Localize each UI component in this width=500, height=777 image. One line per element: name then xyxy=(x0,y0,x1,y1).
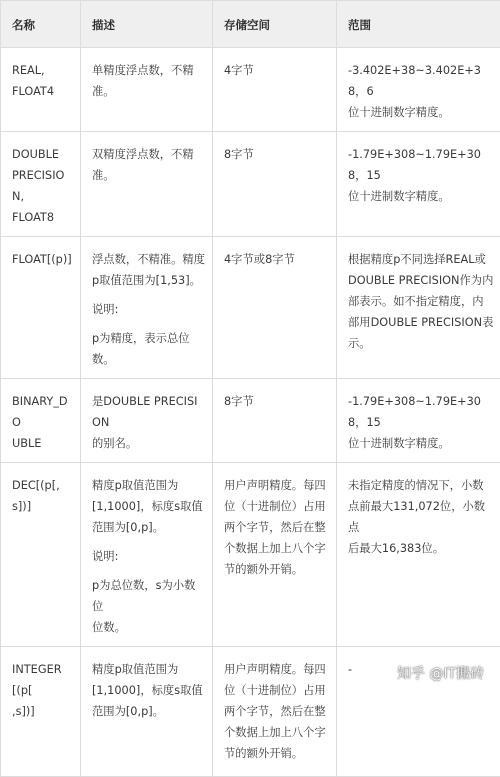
cell-text-line: 未指定精度的情况下，小数 xyxy=(348,475,494,496)
cell-text-line: -1.79E+308~1.79E+308，15 xyxy=(348,391,494,433)
cell-name xyxy=(1,237,81,379)
cell-range xyxy=(337,379,500,463)
table-header-row xyxy=(1,1,500,48)
cell-text-line: 位（十进制位）占用 xyxy=(224,680,330,701)
cell-range xyxy=(337,463,500,647)
cell-text-line: 范围为[0,p]。 xyxy=(92,517,206,538)
cell-storage xyxy=(213,48,337,132)
cell-text-line: 两个字节，然后在整 xyxy=(224,701,330,722)
cell-text-line: 范围为[0,p]。 xyxy=(92,701,206,722)
cell-range xyxy=(337,48,500,132)
cell-text-line: p为总位数，s为小数位 xyxy=(92,575,206,617)
cell-text-line: p为精度，表示总位 xyxy=(92,328,206,349)
cell-text-line: 的别名。 xyxy=(92,433,206,454)
cell-text-line: 位数。 xyxy=(92,617,206,638)
cell-text-line: -1.79E+308~1.79E+308，15 xyxy=(348,144,494,186)
cell-text-line: 浮点数，不精准。精度 xyxy=(92,249,206,270)
cell-text-line: [1,1000]，标度s取值 xyxy=(92,680,206,701)
header-description: 描述 xyxy=(81,1,213,48)
cell-range xyxy=(337,237,500,379)
cell-storage xyxy=(213,132,337,237)
cell-storage xyxy=(213,379,337,463)
cell-name xyxy=(1,48,81,132)
cell-text-line: [1,1000]，标度s取值 xyxy=(92,496,206,517)
cell-text-line: 部表示。如不指定精度，内 xyxy=(348,291,494,312)
cell-text-line: p取值范围为[1,53]。 xyxy=(92,270,206,291)
header-storage: 存储空间 xyxy=(213,1,337,48)
cell-text-line: 双精度浮点数，不精 xyxy=(92,144,206,165)
cell-text-line: 点前最大131,072位，小数点 xyxy=(348,496,494,538)
table-row xyxy=(1,48,500,132)
cell-text-line: 是DOUBLE PRECISION xyxy=(92,391,206,433)
cell-description xyxy=(81,647,213,777)
cell-text-line: 准。 xyxy=(92,165,206,186)
cell-text-line: 数。 xyxy=(92,349,206,370)
cell-text-line: 说明: xyxy=(92,546,206,567)
cell-text-line: 位十进制数字精度。 xyxy=(348,102,494,123)
cell-text-line: ,s])] xyxy=(12,701,74,722)
cell-storage xyxy=(213,463,337,647)
cell-text-line: PRECISION, xyxy=(12,165,74,207)
cell-text-line: 后最大16,383位。 xyxy=(348,538,494,559)
cell-text-line: 用户声明精度。每四 xyxy=(224,475,330,496)
cell-text-line: 位（十进制位）占用 xyxy=(224,496,330,517)
cell-text-line: 个数据上加上八个字 xyxy=(224,538,330,559)
cell-text-line: DEC[(p[,s])] xyxy=(12,475,74,517)
cell-text-line: 个数据上加上八个字 xyxy=(224,722,330,743)
cell-text-line: 说明: xyxy=(92,299,206,320)
header-name: 名称 xyxy=(1,1,81,48)
cell-text-line: REAL, xyxy=(12,60,74,81)
cell-description xyxy=(81,132,213,237)
table-row xyxy=(1,463,500,647)
cell-text-line: FLOAT4 xyxy=(12,81,74,102)
cell-name xyxy=(1,379,81,463)
cell-text-line: INTEGER[(p[ xyxy=(12,659,74,701)
cell-text-line: 两个字节，然后在整 xyxy=(224,517,330,538)
cell-text-line: 8字节 xyxy=(224,391,330,412)
cell-text-line: 位十进制数字精度。 xyxy=(348,186,494,207)
cell-description xyxy=(81,379,213,463)
cell-text-line: 准。 xyxy=(92,81,206,102)
cell-text-line: FLOAT8 xyxy=(12,207,74,228)
cell-description xyxy=(81,463,213,647)
cell-name xyxy=(1,647,81,777)
cell-text-line: DOUBLE PRECISION作为内 xyxy=(348,270,494,291)
cell-text-line: 节的额外开销。 xyxy=(224,743,330,764)
header-range: 范围 xyxy=(337,1,500,48)
cell-text-line: 4字节或8字节 xyxy=(224,249,330,270)
cell-storage xyxy=(213,237,337,379)
cell-text-line: 根据精度p不同选择REAL或 xyxy=(348,249,494,270)
cell-description xyxy=(81,237,213,379)
cell-text-line: 部用DOUBLE PRECISION表 xyxy=(348,312,494,333)
cell-name xyxy=(1,132,81,237)
table-row xyxy=(1,379,500,463)
cell-range xyxy=(337,132,500,237)
cell-text-line: BINARY_DO xyxy=(12,391,74,433)
cell-text-line: 8字节 xyxy=(224,144,330,165)
cell-text-line: 示。 xyxy=(348,333,494,354)
cell-text-line: FLOAT[(p)] xyxy=(12,249,74,270)
cell-text-line: - xyxy=(348,659,494,680)
table-row xyxy=(1,132,500,237)
cell-name xyxy=(1,463,81,647)
cell-description xyxy=(81,48,213,132)
cell-text-line: 用户声明精度。每四 xyxy=(224,659,330,680)
zhihu-watermark: 知乎 @IT搬砖 xyxy=(397,663,484,683)
cell-text-line: 精度p取值范围为 xyxy=(92,475,206,496)
cell-text-line: 4字节 xyxy=(224,60,330,81)
cell-text-line: DOUBLE xyxy=(12,144,74,165)
cell-text-line: 节的额外开销。 xyxy=(224,559,330,580)
cell-text-line: UBLE xyxy=(12,433,74,454)
table-row xyxy=(1,237,500,379)
cell-storage xyxy=(213,647,337,777)
cell-text-line: 单精度浮点数，不精 xyxy=(92,60,206,81)
cell-text-line: 位十进制数字精度。 xyxy=(348,433,494,454)
cell-text-line: 精度p取值范围为 xyxy=(92,659,206,680)
cell-text-line: -3.402E+38~3.402E+38，6 xyxy=(348,60,494,102)
